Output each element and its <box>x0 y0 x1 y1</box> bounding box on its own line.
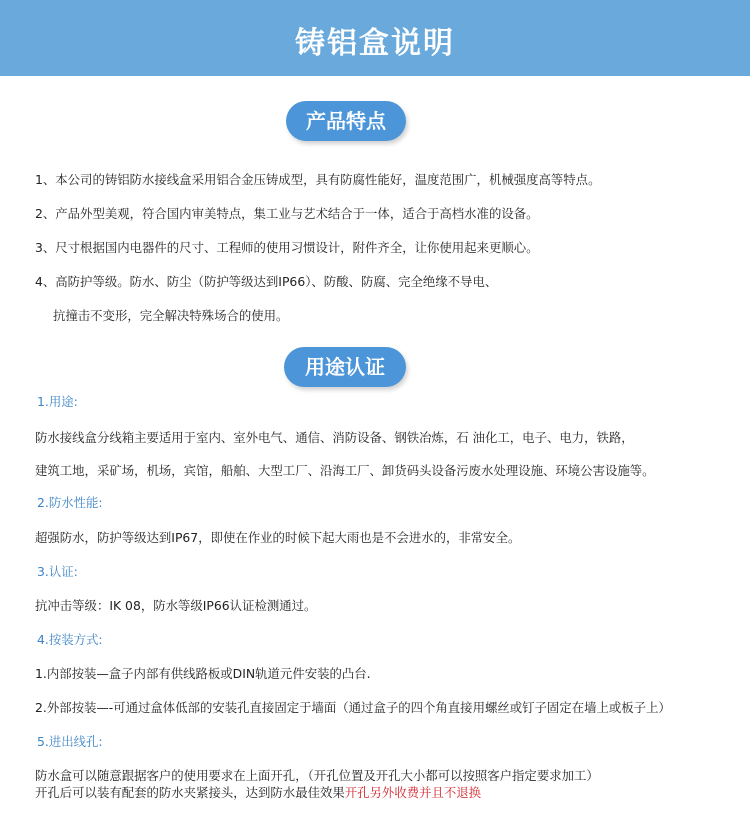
usage-purpose-line-2: 建筑工地，采矿场，机场，宾馆，船舶、大型工厂、沿海工厂、卸货码头设备污废水处理设施、环境公害设施等。 <box>35 463 655 478</box>
usage-heading-installation: 4.按装方式: <box>37 632 103 647</box>
usage-purpose-line-1: 防水接线盒分线箱主要适用于室内、室外电气、通信、消防设备、钢铁冶炼，石 油化工，电子、电力，铁路， <box>35 430 634 445</box>
usage-heading-waterproof: 2.防水性能: <box>37 495 103 510</box>
feature-item-4-continued: 抗撞击不变形，完全解决特殊场合的使用。 <box>53 308 289 323</box>
page-title: 铸铝盒说明 <box>295 26 455 61</box>
usage-cable-holes-line-1: 防水盒可以随意跟据客户的使用要求在上面开孔，（开孔位置及开孔大小都可以按照客户指定要求加工） <box>35 768 599 783</box>
usage-cable-holes-line-2-text: 开孔后可以装有配套的防水夹紧接头，达到防水最佳效果 <box>35 785 345 800</box>
feature-item-4: 4、高防护等级。防水、防尘（防护等级达到IP66）、防酸、防腐、完全绝缘不导电、 <box>35 274 498 289</box>
feature-item-1: 1、本公司的铸铝防水接线盒采用铝合金压铸成型，具有防腐性能好，温度范围广，机械强度高等特点。 <box>35 172 601 187</box>
usage-heading-cable-holes: 5.进出线孔: <box>37 734 103 749</box>
usage-heading-certification: 3.认证: <box>37 564 78 579</box>
feature-item-3: 3、尺寸根据国内电器件的尺寸、工程师的使用习惯设计，附件齐全，让你使用起来更顺心。 <box>35 240 539 255</box>
usage-certification-line: 抗冲击等级：IK 08，防水等级IP66认证检测通过。 <box>35 598 317 613</box>
usage-heading-purpose: 1.用途: <box>37 394 78 409</box>
usage-installation-line-2: 2.外部按装—-可通过盒体低部的安装孔直接固定于墙面（通过盒子的四个角直接用螺丝或钉子固定在墙上或板子上） <box>35 700 671 715</box>
feature-item-2: 2、产品外型美观，符合国内审美特点，集工业与艺术结合于一体，适合于高档水准的设备。 <box>35 206 539 221</box>
usage-waterproof-line: 超强防水，防护等级达到IP67，即使在作业的时候下起大雨也是不会进水的，非常安全。 <box>35 530 521 545</box>
highlight-notice: 开孔另外收费并且不退换 <box>344 785 482 800</box>
usage-cable-holes-line-2 <box>35 783 481 801</box>
section-pill-usage: 用途认证 <box>284 347 406 387</box>
section-pill-features: 产品特点 <box>286 101 406 141</box>
usage-installation-line-1: 1.内部按装—盒子内部有供线路板或DIN轨道元件安装的凸台. <box>35 666 371 681</box>
